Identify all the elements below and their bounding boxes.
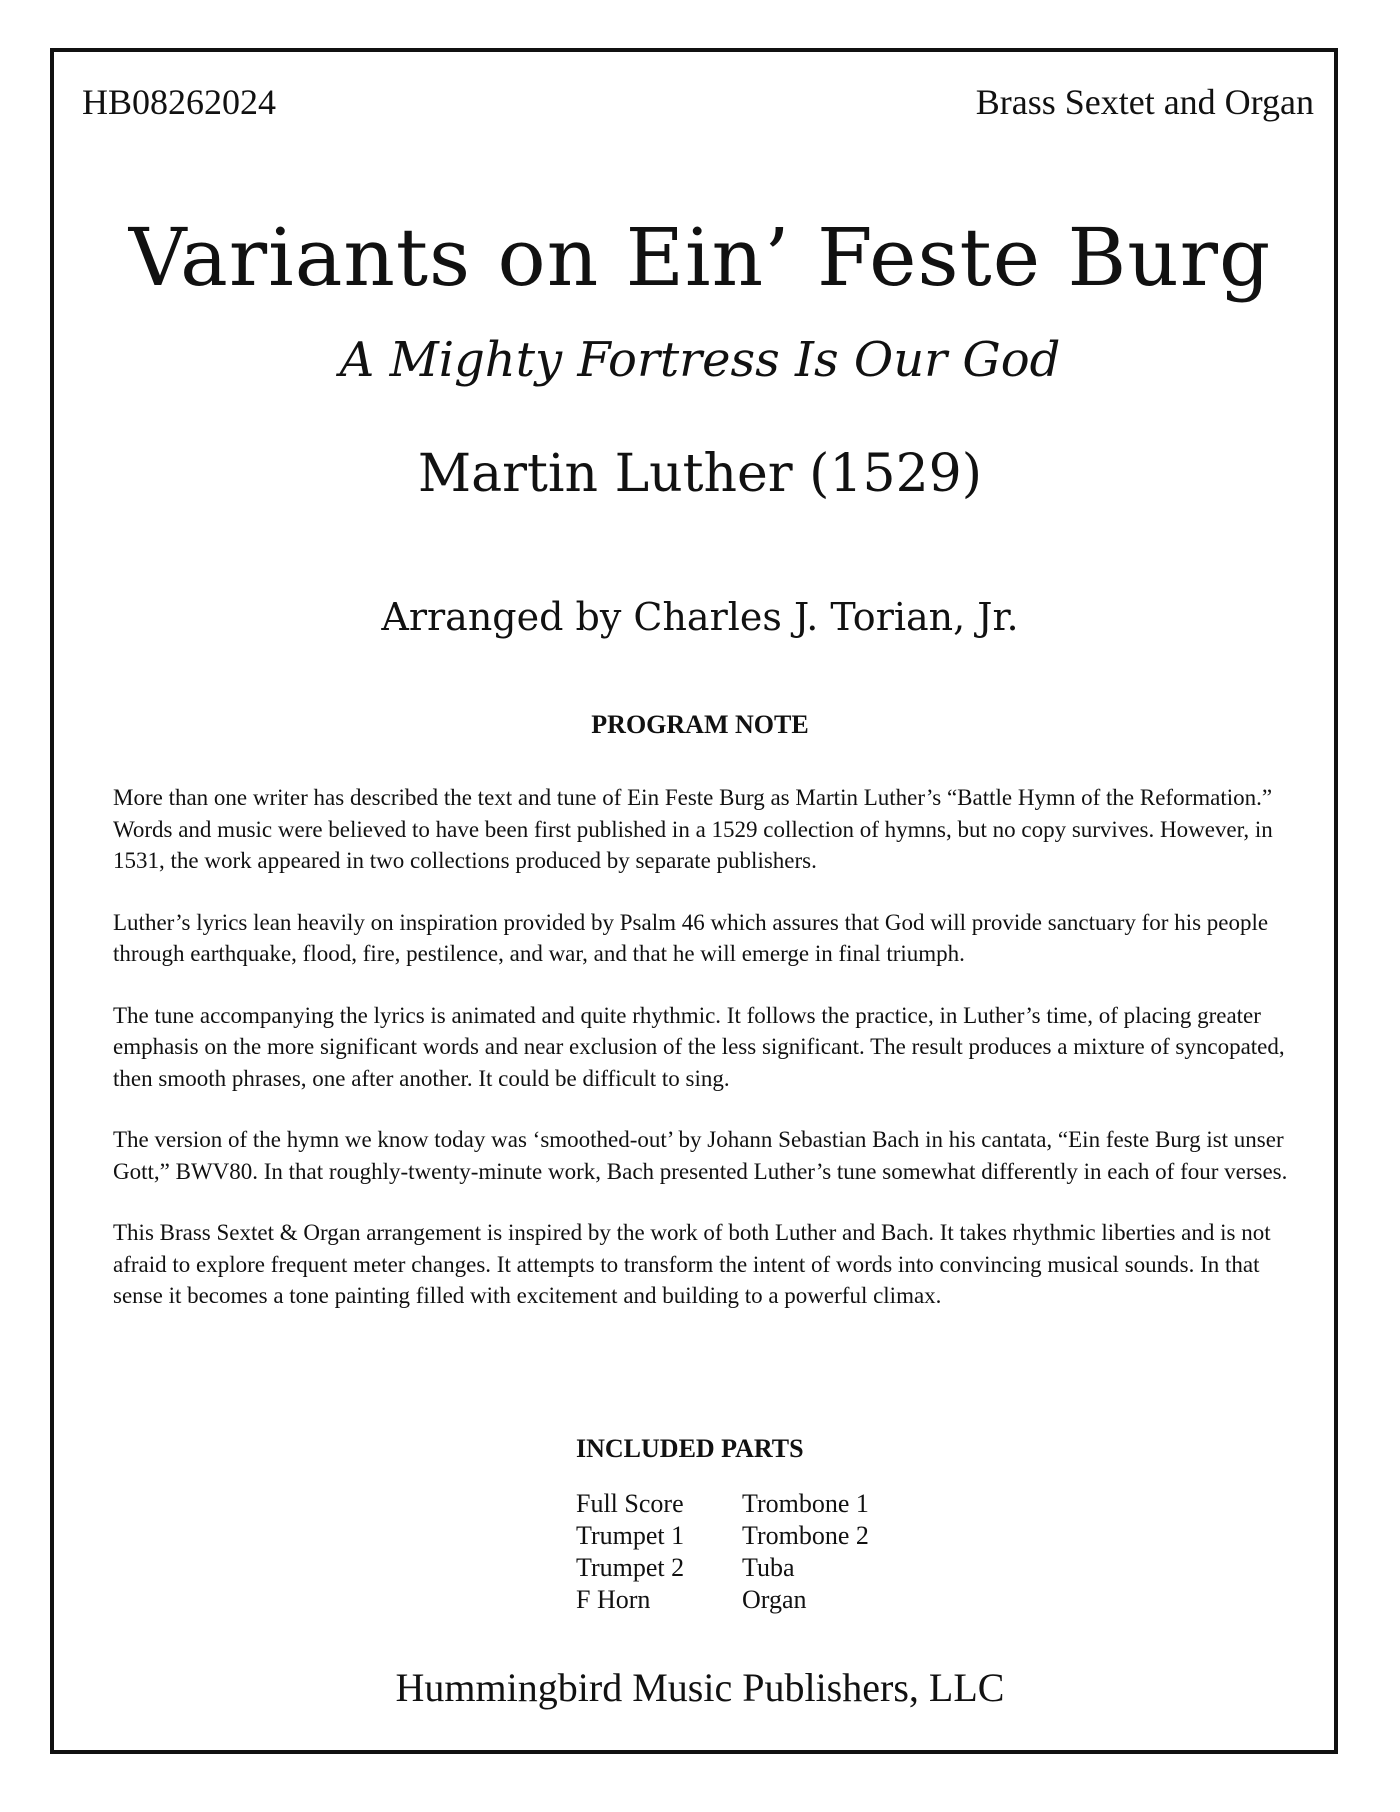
program-note-paragraph: The version of the hymn we know today was ‘smoothed-out’ by Johann Sebastian Bach in his cantata, “Ein feste Burg ist unser Gott,” BWV80. In that roughly-twenty-minute work, Bach presented Luther’s tune somewhat differently in each of four verses. xyxy=(113,1127,1288,1184)
part-item: F Horn xyxy=(576,1585,651,1614)
part-item: Tuba xyxy=(742,1553,795,1582)
part-item: Full Score xyxy=(576,1489,684,1518)
publisher-name: Hummingbird Music Publishers, LLC xyxy=(395,1665,1005,1710)
program-note-paragraph: More than one writer has described the text and tune of Ein Feste Burg as Martin Luther’s “Battle Hymn of the Reformation.” Words and music were believed to have been first published in a 1529 collection of hymns, but no copy survives. However, in 1531, the work appeared in two collections produced by separate publishers. xyxy=(113,785,1273,873)
program-note-paragraph: This Brass Sextet & Organ arrangement is inspired by the work of both Luther and Bach. It takes rhythmic liberties and is not afraid to explore frequent meter changes. It attempts to transform the intent of words into convincing musical sounds. In that sense it becomes a tone painting filled with excitement and building to a powerful climax. xyxy=(113,1220,1271,1308)
catalog-number: HB08262024 xyxy=(82,82,277,122)
part-item: Trombone 1 xyxy=(742,1489,869,1518)
program-note-paragraph: The tune accompanying the lyrics is animated and quite rhythmic. It follows the practice, in Luther’s time, of placing greater emphasis on the more significant words and near exclusion of the less significant. The result produces a mixture of syncopated, then smooth phrases, one after another. It could be difficult to sing. xyxy=(113,1002,1285,1091)
included-parts-list xyxy=(576,1488,922,1615)
page-title: Variants on Ein’ Feste Burg xyxy=(128,211,1272,304)
subtitle: A Mighty Fortress Is Our God xyxy=(339,332,1061,388)
part-item: Trumpet 1 xyxy=(576,1521,685,1550)
program-note-heading: PROGRAM NOTE xyxy=(591,710,809,739)
part-item: Trombone 2 xyxy=(742,1521,869,1550)
program-note-paragraph: Luther’s lyrics lean heavily on inspiration provided by Psalm 46 which assures that God will provide sanctuary for his people through earthquake, flood, fire, pestilence, and war, and that he will emerge in final triumph. xyxy=(113,909,1269,966)
arranger: Arranged by Charles J. Torian, Jr. xyxy=(381,595,1019,639)
part-item: Trumpet 2 xyxy=(576,1553,685,1582)
part-item: Organ xyxy=(742,1585,807,1614)
ensemble-label: Brass Sextet and Organ xyxy=(975,82,1314,122)
composer: Martin Luther (1529) xyxy=(417,444,983,504)
program-note-body xyxy=(113,782,1293,1342)
included-parts-heading: INCLUDED PARTS xyxy=(576,1434,804,1463)
